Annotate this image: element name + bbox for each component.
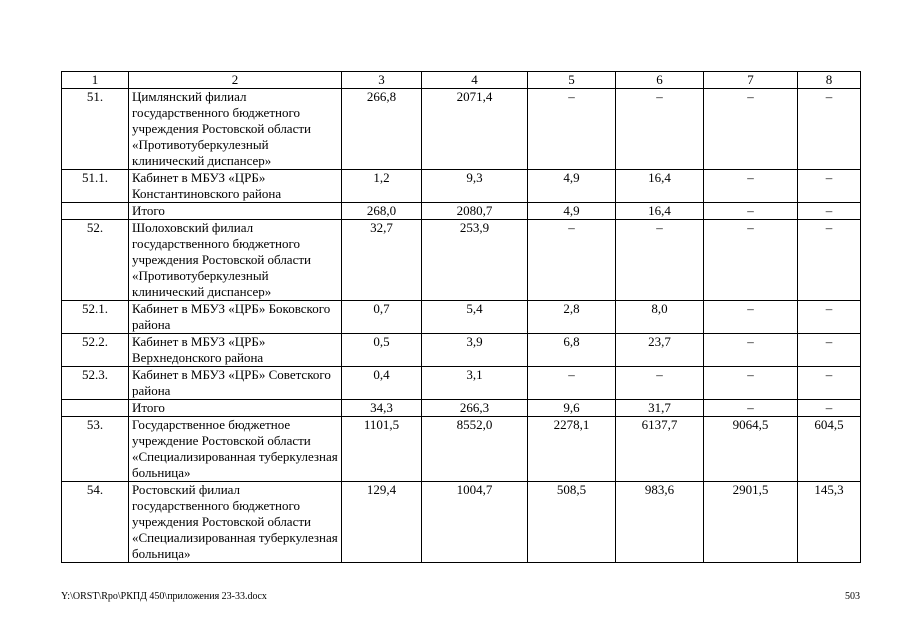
- table-row: [62, 417, 861, 482]
- col-3-value: 0,7: [342, 301, 422, 334]
- col-7-value: –: [704, 203, 798, 220]
- row-number: 52.1.: [62, 301, 129, 334]
- col-3-value: 1,2: [342, 170, 422, 203]
- column-header-8: 8: [798, 72, 861, 89]
- col-3-value: 129,4: [342, 482, 422, 563]
- institution-name: Кабинет в МБУЗ «ЦРБ» Константиновского района: [129, 170, 342, 203]
- col-5-value: 4,9: [528, 203, 616, 220]
- table-row: [62, 334, 861, 367]
- header-row: [62, 72, 861, 89]
- col-8-value: –: [798, 170, 861, 203]
- col-4-value: 253,9: [422, 220, 528, 301]
- col-4-value: 9,3: [422, 170, 528, 203]
- data-table: [61, 71, 861, 563]
- col-7-value: 9064,5: [704, 417, 798, 482]
- row-number: 51.1.: [62, 170, 129, 203]
- col-8-value: –: [798, 89, 861, 170]
- col-7-value: –: [704, 301, 798, 334]
- col-8-value: –: [798, 367, 861, 400]
- col-4-value: 8552,0: [422, 417, 528, 482]
- col-6-value: 23,7: [616, 334, 704, 367]
- column-header-2: 2: [129, 72, 342, 89]
- page-number: 503: [845, 591, 860, 602]
- col-7-value: –: [704, 89, 798, 170]
- col-8-value: 145,3: [798, 482, 861, 563]
- institution-name: Кабинет в МБУЗ «ЦРБ» Верхнедонского района: [129, 334, 342, 367]
- institution-name: Кабинет в МБУЗ «ЦРБ» Боковского района: [129, 301, 342, 334]
- col-3-value: 0,5: [342, 334, 422, 367]
- institution-name: Кабинет в МБУЗ «ЦРБ» Советского района: [129, 367, 342, 400]
- col-8-value: –: [798, 203, 861, 220]
- col-6-value: 983,6: [616, 482, 704, 563]
- column-header-5: 5: [528, 72, 616, 89]
- col-7-value: –: [704, 220, 798, 301]
- row-number: [62, 203, 129, 220]
- col-5-value: –: [528, 220, 616, 301]
- col-3-value: 0,4: [342, 367, 422, 400]
- col-6-value: –: [616, 367, 704, 400]
- table-row: [62, 400, 861, 417]
- col-8-value: –: [798, 301, 861, 334]
- col-3-value: 1101,5: [342, 417, 422, 482]
- column-header-1: 1: [62, 72, 129, 89]
- col-6-value: 6137,7: [616, 417, 704, 482]
- col-6-value: 16,4: [616, 203, 704, 220]
- col-7-value: –: [704, 400, 798, 417]
- col-4-value: 266,3: [422, 400, 528, 417]
- column-header-6: 6: [616, 72, 704, 89]
- col-4-value: 2071,4: [422, 89, 528, 170]
- institution-name: Итого: [129, 400, 342, 417]
- table-row: [62, 170, 861, 203]
- col-5-value: 2,8: [528, 301, 616, 334]
- institution-name: Ростовский филиал государственного бюджетного учреждения Ростовской области «Специализированная туберкулезная больница»: [129, 482, 342, 563]
- column-header-3: 3: [342, 72, 422, 89]
- col-7-value: 2901,5: [704, 482, 798, 563]
- row-number: 52.3.: [62, 367, 129, 400]
- col-4-value: 1004,7: [422, 482, 528, 563]
- table-row: [62, 89, 861, 170]
- col-3-value: 34,3: [342, 400, 422, 417]
- institution-name: Государственное бюджетное учреждение Ростовской области «Специализированная туберкулезная больница»: [129, 417, 342, 482]
- col-8-value: –: [798, 220, 861, 301]
- row-number: 53.: [62, 417, 129, 482]
- col-6-value: 31,7: [616, 400, 704, 417]
- col-4-value: 5,4: [422, 301, 528, 334]
- institution-name: Итого: [129, 203, 342, 220]
- table-row: [62, 203, 861, 220]
- col-5-value: –: [528, 89, 616, 170]
- col-8-value: –: [798, 334, 861, 367]
- col-3-value: 32,7: [342, 220, 422, 301]
- col-6-value: –: [616, 89, 704, 170]
- col-5-value: –: [528, 367, 616, 400]
- row-number: 52.: [62, 220, 129, 301]
- footer-file-path: Y:\ORST\Rpo\РКПД 450\приложения 23-33.docx: [61, 591, 267, 602]
- col-6-value: –: [616, 220, 704, 301]
- col-4-value: 3,1: [422, 367, 528, 400]
- col-3-value: 268,0: [342, 203, 422, 220]
- col-7-value: –: [704, 334, 798, 367]
- col-5-value: 508,5: [528, 482, 616, 563]
- col-5-value: 6,8: [528, 334, 616, 367]
- col-5-value: 4,9: [528, 170, 616, 203]
- row-number: 54.: [62, 482, 129, 563]
- col-6-value: 16,4: [616, 170, 704, 203]
- col-5-value: 2278,1: [528, 417, 616, 482]
- column-header-4: 4: [422, 72, 528, 89]
- table-row: [62, 220, 861, 301]
- col-7-value: –: [704, 367, 798, 400]
- col-8-value: –: [798, 400, 861, 417]
- table-row: [62, 301, 861, 334]
- row-number: 51.: [62, 89, 129, 170]
- table-row: [62, 482, 861, 563]
- col-7-value: –: [704, 170, 798, 203]
- col-6-value: 8,0: [616, 301, 704, 334]
- col-4-value: 3,9: [422, 334, 528, 367]
- table-row: [62, 367, 861, 400]
- column-header-7: 7: [704, 72, 798, 89]
- institution-name: Цимлянский филиал государственного бюджетного учреждения Ростовской области «Противотуберкулезный клинический диспансер»: [129, 89, 342, 170]
- col-4-value: 2080,7: [422, 203, 528, 220]
- col-5-value: 9,6: [528, 400, 616, 417]
- col-8-value: 604,5: [798, 417, 861, 482]
- institution-name: Шолоховский филиал государственного бюджетного учреждения Ростовской области «Противотуберкулезный клинический диспансер»: [129, 220, 342, 301]
- row-number: 52.2.: [62, 334, 129, 367]
- row-number: [62, 400, 129, 417]
- col-3-value: 266,8: [342, 89, 422, 170]
